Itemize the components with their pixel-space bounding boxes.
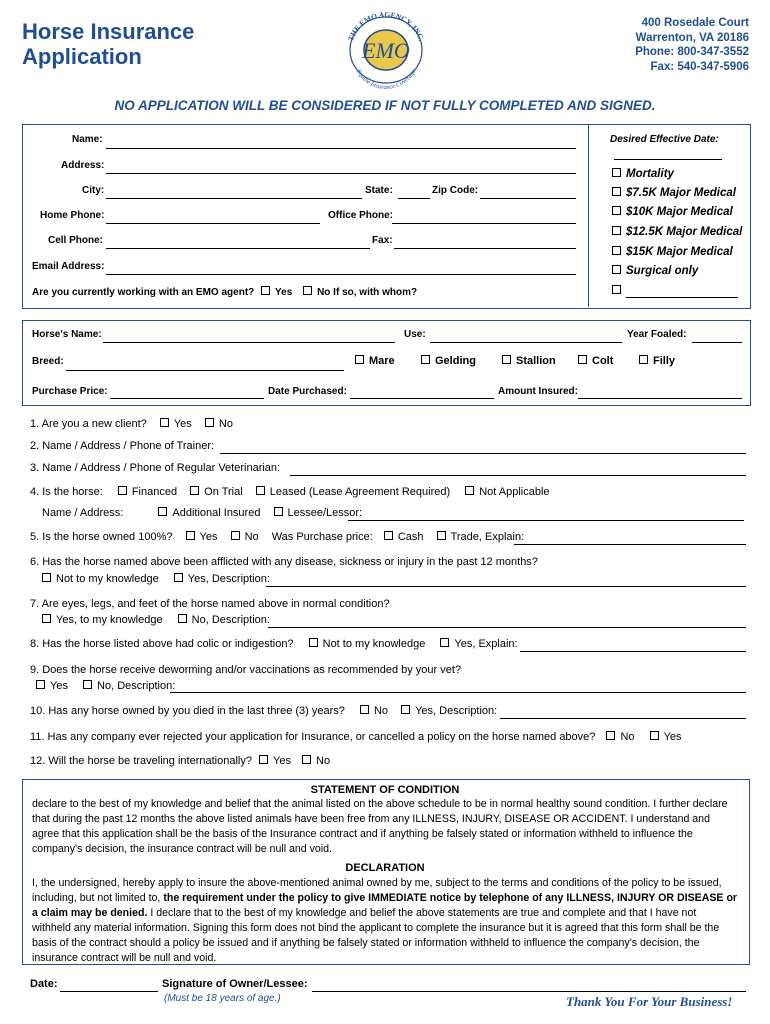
q10-yes-checkbox[interactable] xyxy=(401,705,410,714)
address-city: Warrenton, VA 20186 xyxy=(635,31,749,44)
q5-cash-checkbox[interactable] xyxy=(384,531,393,540)
question-2: 2. Name / Address / Phone of Trainer: xyxy=(30,440,215,452)
agent-yes-label: Yes xyxy=(275,287,293,298)
form-title xyxy=(22,19,194,69)
address-fax: Fax: 540-347-5906 xyxy=(650,60,749,73)
question-8: 8. Has the horse listed above had colic or indigestion? Not to my knowledge Yes, Explain: xyxy=(30,638,518,650)
city-label: City: xyxy=(82,185,105,196)
coverage-surgical-only[interactable]: Surgical only xyxy=(612,265,698,277)
amount-insured-label: Amount Insured: xyxy=(498,386,578,397)
fax-field[interactable] xyxy=(394,248,576,249)
q4-financed-checkbox[interactable] xyxy=(118,486,127,495)
q9-description-field[interactable] xyxy=(170,692,746,693)
q4-name-address: Name / Address: Additional Insured Lessee/Lessor: xyxy=(42,507,363,519)
desired-date-label: Desired Effective Date: xyxy=(610,134,719,145)
q8-explain-field[interactable] xyxy=(520,651,746,652)
q6-options: Not to my knowledge Yes, Description: xyxy=(42,573,270,585)
date-field[interactable] xyxy=(60,991,158,992)
trainer-field[interactable] xyxy=(220,453,746,454)
name-label: Name: xyxy=(72,134,103,145)
question-12: 12. Will the horse be traveling internationally? Yes No xyxy=(30,755,331,767)
coverage-7-5k-major-medical[interactable]: $7.5K Major Medical xyxy=(612,187,736,199)
q10-no-checkbox[interactable] xyxy=(360,705,369,714)
coverage-surgical-checkbox[interactable] xyxy=(612,265,621,274)
title-line-2: Application xyxy=(22,44,142,69)
signature-field[interactable] xyxy=(312,991,746,992)
q4-lessee-checkbox[interactable] xyxy=(274,507,283,516)
colt-checkbox[interactable] xyxy=(578,355,587,364)
logo-top-text: THE EMO AGENCY, INC. xyxy=(346,9,427,43)
q4-leased-checkbox[interactable] xyxy=(256,486,265,495)
coverage-7-5k-checkbox[interactable] xyxy=(612,187,621,196)
date-purchased-label: Date Purchased: xyxy=(268,386,347,397)
name-field[interactable] xyxy=(106,148,576,149)
q9-options: Yes No, Description: xyxy=(36,680,175,692)
sex-colt[interactable]: Colt xyxy=(578,355,613,367)
agent-no-label: No If so, with whom? xyxy=(317,287,418,298)
title-line-1: Horse Insurance xyxy=(22,19,195,44)
coverage-other-field[interactable] xyxy=(626,297,738,298)
q7-yes-checkbox[interactable] xyxy=(42,614,51,623)
agent-yes-checkbox[interactable] xyxy=(261,286,270,295)
home-phone-field[interactable] xyxy=(106,223,320,224)
coverage-mortality[interactable]: Mortality xyxy=(612,168,674,180)
coverage-12-5k-checkbox[interactable] xyxy=(612,226,621,235)
q8-yes-checkbox[interactable] xyxy=(440,638,449,647)
sex-stallion[interactable]: Stallion xyxy=(502,355,556,367)
q6-description-field[interactable] xyxy=(266,586,746,587)
declaration-notice: the requirement under the policy to give IMMEDIATE notice by telephone of any ILLNESS, INJURY OR DISEASE or a claim may be denied. xyxy=(32,892,738,919)
q5-no-checkbox[interactable] xyxy=(231,531,240,540)
question-4: 4. Is the horse: Financed On Trial Leased (Lease Agreement Required) Not Applicable xyxy=(30,486,550,498)
logo-mark: EMO xyxy=(362,38,410,63)
coverage-10k-major-medical[interactable]: $10K Major Medical xyxy=(612,206,733,218)
email-label: Email Address: xyxy=(32,261,105,272)
fax-label: Fax: xyxy=(372,235,393,246)
question-10: 10. Has any horse owned by you died in the last three (3) years? No Yes, Description: xyxy=(30,705,498,717)
sex-mare[interactable]: Mare xyxy=(355,355,395,367)
horse-name-field[interactable] xyxy=(103,342,395,343)
purchase-price-field[interactable] xyxy=(110,398,264,399)
date-purchased-field[interactable] xyxy=(350,398,494,399)
signature-label: Signature of Owner/Lessee: xyxy=(162,978,308,990)
cell-phone-label: Cell Phone: xyxy=(48,235,104,246)
question-9: 9. Does the horse receive deworming and/or vaccinations as recommended by your vet? xyxy=(30,664,462,676)
q6-yes-checkbox[interactable] xyxy=(174,573,183,582)
q7-description-field[interactable] xyxy=(268,627,746,628)
agent-question-text: Are you currently working with an EMO agent? xyxy=(32,287,255,298)
coverage-15k-checkbox[interactable] xyxy=(612,246,621,255)
age-note: (Must be 18 years of age.) xyxy=(164,993,281,1004)
logo-bottom-text: Equine Insurance Coverage xyxy=(354,68,418,92)
sex-gelding[interactable]: Gelding xyxy=(421,355,476,367)
mare-checkbox[interactable] xyxy=(355,355,364,364)
office-phone-field[interactable] xyxy=(392,223,576,224)
q8-not-checkbox[interactable] xyxy=(309,638,318,647)
breed-field[interactable] xyxy=(66,370,344,371)
question-6: 6. Has the horse named above been afflicted with any disease, sickness or injury in the past 12 months? xyxy=(30,556,538,568)
address-label: Address: xyxy=(61,160,105,171)
use-label: Use: xyxy=(404,329,426,340)
coverage-mortality-checkbox[interactable] xyxy=(612,168,621,177)
veterinarian-field[interactable] xyxy=(290,475,746,476)
declaration-body: I, the undersigned, hereby apply to insure the above-mentioned animal owned by me, subject to the terms and conditions of the policy to be issued, including, but not limited to, the requirement under the policy to give IMMEDIATE notice by telephone of any ILLNESS, INJURY OR DISEASE or a claim may be denied. I declare that to the best of my knowledge and belief the above statements are true and complete and that I have not withheld any material information. Signing this form does not bind the applicant to complete the insurance but it is agreed that this form shall be the basis of the contract should a policy be issued and if anything be falsely stated or information withheld to influence the company's decision, the insurance contract will be null and void. xyxy=(32,877,738,964)
coverage-10k-checkbox[interactable] xyxy=(612,206,621,215)
statement-body: declare to the best of my knowledge and belief that the animal listed on the above schedule to be in normal healthy sound condition. I further declare that during the past 12 months the above listed animals have been free from any ILLNESS, INJURY, DISEASE OR ACCIDENT. I understand and agree that this application shall be the basis of the Insurance contract and if anything be falsely stated or information withheld to influence the company's decision, the insurance contract will be null and void. xyxy=(32,798,728,855)
statement-title: STATEMENT OF CONDITION xyxy=(310,784,460,796)
agent-no-checkbox[interactable] xyxy=(303,286,312,295)
address-phone: Phone: 800-347-3552 xyxy=(635,46,749,58)
q9-yes-checkbox[interactable] xyxy=(36,680,45,689)
q6-not-checkbox[interactable] xyxy=(42,573,51,582)
q12-no-checkbox[interactable] xyxy=(302,755,311,764)
q5-trade-checkbox[interactable] xyxy=(437,531,446,540)
purchase-price-label: Purchase Price: xyxy=(32,386,108,397)
question-5: 5. Is the horse owned 100%? Yes No Was Purchase price: Cash Trade, Explain: xyxy=(30,531,525,543)
thank-you: Thank You For Your Business! xyxy=(566,994,733,1009)
sex-filly[interactable]: Filly xyxy=(639,355,675,367)
question-3: 3. Name / Address / Phone of Regular Veterinarian: xyxy=(30,462,281,474)
year-foaled-label: Year Foaled: xyxy=(627,329,687,340)
home-phone-label: Home Phone: xyxy=(40,210,105,221)
declaration-title: DECLARATION xyxy=(345,862,425,874)
q4-additional-insured-checkbox[interactable] xyxy=(158,507,167,516)
office-phone-label: Office Phone: xyxy=(328,210,394,221)
email-field[interactable] xyxy=(106,274,576,275)
amount-insured-field[interactable] xyxy=(578,398,742,399)
question-11: 11. Has any company ever rejected your application for Insurance, or cancelled a policy on the horse named above? No Yes xyxy=(30,731,682,743)
agency-address xyxy=(635,16,749,74)
address-field[interactable] xyxy=(106,173,576,174)
address-street: 400 Rosedale Court xyxy=(641,17,749,29)
zip-field[interactable] xyxy=(480,198,576,199)
emo-agency-logo xyxy=(337,6,435,92)
filly-checkbox[interactable] xyxy=(639,355,648,364)
q1-yes-checkbox[interactable] xyxy=(160,418,169,427)
q4-lessee-field[interactable] xyxy=(348,520,744,521)
q1-no-checkbox[interactable] xyxy=(205,418,214,427)
completion-warning: NO APPLICATION WILL BE CONSIDERED IF NOT FULLY COMPLETED AND SIGNED. xyxy=(114,98,656,113)
date-label: Date: xyxy=(30,978,58,990)
coverage-15k-major-medical[interactable]: $15K Major Medical xyxy=(612,246,733,258)
question-7: 7. Are eyes, legs, and feet of the horse named above in normal condition? xyxy=(30,598,390,610)
q9-no-checkbox[interactable] xyxy=(83,680,92,689)
zip-label: Zip Code: xyxy=(432,185,479,196)
q4-not-applicable-checkbox[interactable] xyxy=(465,486,474,495)
state-field[interactable] xyxy=(398,198,430,199)
agent-question xyxy=(32,286,417,298)
q10-description-field[interactable] xyxy=(500,718,746,719)
state-label: State: xyxy=(365,185,393,196)
cell-phone-field[interactable] xyxy=(106,248,370,249)
desired-date-field[interactable] xyxy=(614,159,722,160)
q11-no-checkbox[interactable] xyxy=(606,731,615,740)
gelding-checkbox[interactable] xyxy=(421,355,430,364)
q12-yes-checkbox[interactable] xyxy=(259,755,268,764)
coverage-12-5k-major-medical[interactable]: $12.5K Major Medical xyxy=(612,226,742,238)
stallion-checkbox[interactable] xyxy=(502,355,511,364)
q7-options: Yes, to my knowledge No, Description: xyxy=(42,614,270,626)
coverage-other-checkbox[interactable] xyxy=(612,285,621,294)
city-field[interactable] xyxy=(106,198,362,199)
question-1: 1. Are you a new client? Yes No xyxy=(30,418,233,430)
use-field[interactable] xyxy=(430,342,622,343)
q11-yes-checkbox[interactable] xyxy=(650,731,659,740)
q4-on-trial-checkbox[interactable] xyxy=(190,486,199,495)
coverage-divider xyxy=(588,124,589,307)
q5-explain-field[interactable] xyxy=(514,544,746,545)
breed-label: Breed: xyxy=(32,356,64,367)
horse-name-label: Horse's Name: xyxy=(32,329,102,340)
coverage-other[interactable] xyxy=(612,285,626,297)
q5-yes-checkbox[interactable] xyxy=(186,531,195,540)
year-foaled-field[interactable] xyxy=(692,342,742,343)
q7-no-checkbox[interactable] xyxy=(178,614,187,623)
